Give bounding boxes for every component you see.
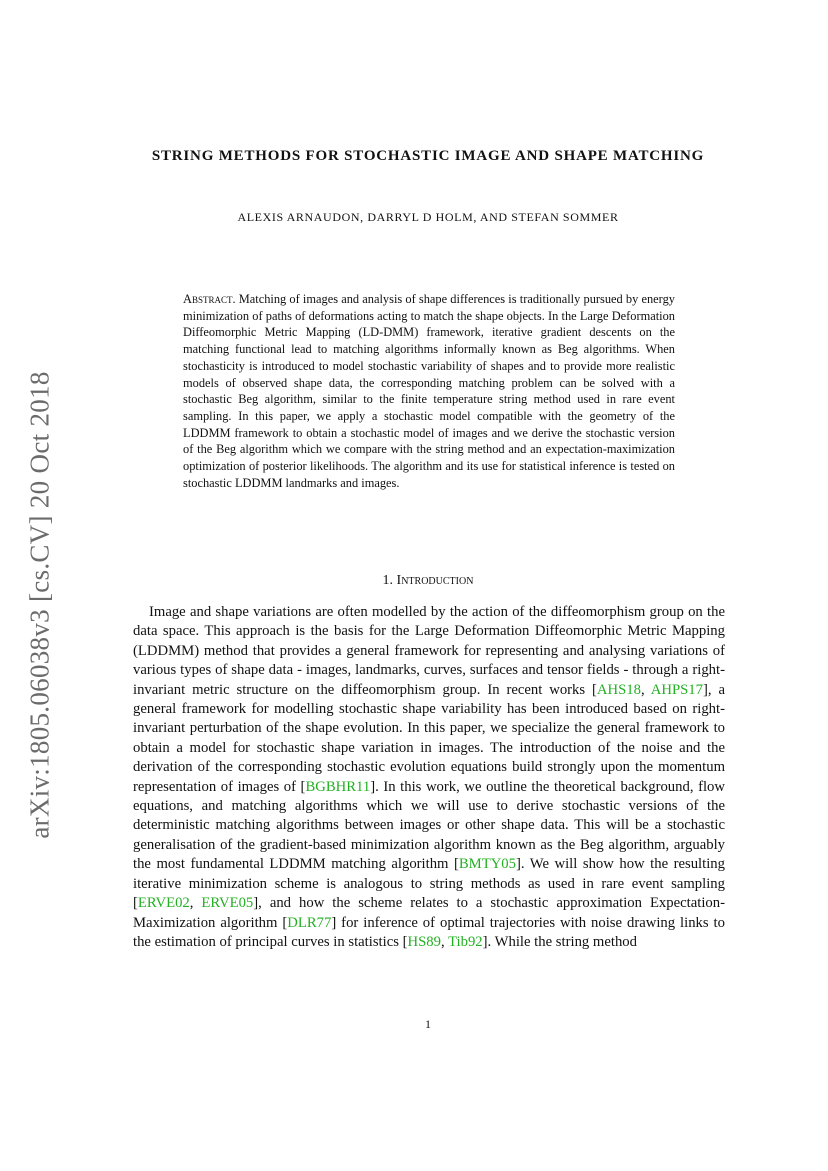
abstract-text: Matching of images and analysis of shape differences is traditionally pursued by energy minimization of paths of deformations acting to match the shape objects. In the Large Deformation Diffeomorphic Metric Mapping (LD-DMM) framework, iterative gradient descents on the matching functional lead to matching algorithms informally known as Beg algorithms. When stochasticity is introduced to model stochastic variability of shapes and to provide more realistic models of observed shape data, the corresponding matching problem can be solved with a stochastic Beg algorithm, similar to the finite temperature string method used in rare event sampling. In this paper, we apply a stochastic model compatible with the geometry of the LDDMM framework to obtain a stochastic model of images and we derive the stochastic version of the Beg algorithm which we compare with the string method and an expectation-maximization optimization of posterior likelihoods. The algorithm and its use for statistical inference is tested on stochastic LDDMM landmarks and images. [183, 292, 675, 490]
arxiv-sidebar [20, 360, 60, 850]
intro-text: ], a general framework for modelling stochastic shape variability has been introduced based on right-invariant perturbation of the shape evolution. In this paper, we specialize the general framework to obtain a model for stochastic shape variation in images. The introduction of the noise and the derivation of the corresponding stochastic evolution equations build strongly upon the momentum representation of images of [ [133, 681, 725, 795]
author-list: ALEXIS ARNAUDON, DARRYL D HOLM, AND STEFAN SOMMER [237, 210, 619, 224]
intro-text: ]. While the string method [482, 933, 637, 950]
intro-text: ]. We will show how the resulting iterative minimization scheme is analogous to string methods as used in rare event sampling [ [133, 856, 725, 912]
section-heading [130, 573, 726, 589]
citation-link[interactable]: BMTY05 [458, 856, 516, 873]
intro-text: ], and how the scheme relates to a stochastic approximation Expectation-Maximization algorithm [ [133, 895, 725, 931]
citation-link[interactable]: Tib92 [448, 933, 483, 950]
abstract [183, 291, 675, 491]
citation-link[interactable]: DLR77 [287, 914, 332, 931]
arxiv-identifier: arXiv:1805.06038v3 [cs.CV] 20 Oct 2018 [24, 371, 55, 839]
section-number: 1. [382, 573, 394, 588]
citation-link[interactable]: BGBHR11 [305, 778, 371, 795]
intro-text: Image and shape variations are often modelled by the action of the diffeomorphism group on the data space. This approach is the basis for the Large Deformation Diffeomorphic Metric Mapping (LDDMM) method that provides a general framework for representing and analysing variations of various types of shape data - images, landmarks, curves, surfaces and tensor fields - through a right-invariant metric structure on the diffeomorphism group. In recent works [ [133, 604, 725, 698]
intro-text: ]. In this work, we outline the theoretical background, flow equations, and matching algorithms which we will use to derive stochastic versions of the deterministic matching algorithms between images or other shape data. This will be a stochastic generalisation of the gradient-based minimization algorithm known as the Beg algorithm, arguably the most fundamental LDDMM matching algorithm [ [133, 778, 725, 873]
citation-link[interactable]: AHPS17 [650, 681, 703, 698]
citation-link[interactable]: AHS18 [596, 681, 641, 698]
citation-link[interactable]: ERVE05 [201, 895, 254, 912]
section-title: Introduction [396, 573, 474, 588]
citation-link[interactable]: ERVE02 [137, 895, 190, 912]
abstract-heading: Abstract. [183, 292, 236, 306]
introduction-paragraph [133, 603, 725, 952]
citation-separator: , [440, 933, 449, 950]
citation-link[interactable]: HS89 [407, 933, 441, 950]
intro-text: ] for inference of optimal trajectories with noise drawing links to the estimation of principal curves in statistics [ [133, 914, 725, 950]
citation-separator: , [640, 681, 651, 698]
citation-separator: , [189, 895, 202, 912]
page-number: 1 [425, 1017, 431, 1031]
paper-title: STRING METHODS FOR STOCHASTIC IMAGE AND SHAPE MATCHING [151, 148, 705, 164]
